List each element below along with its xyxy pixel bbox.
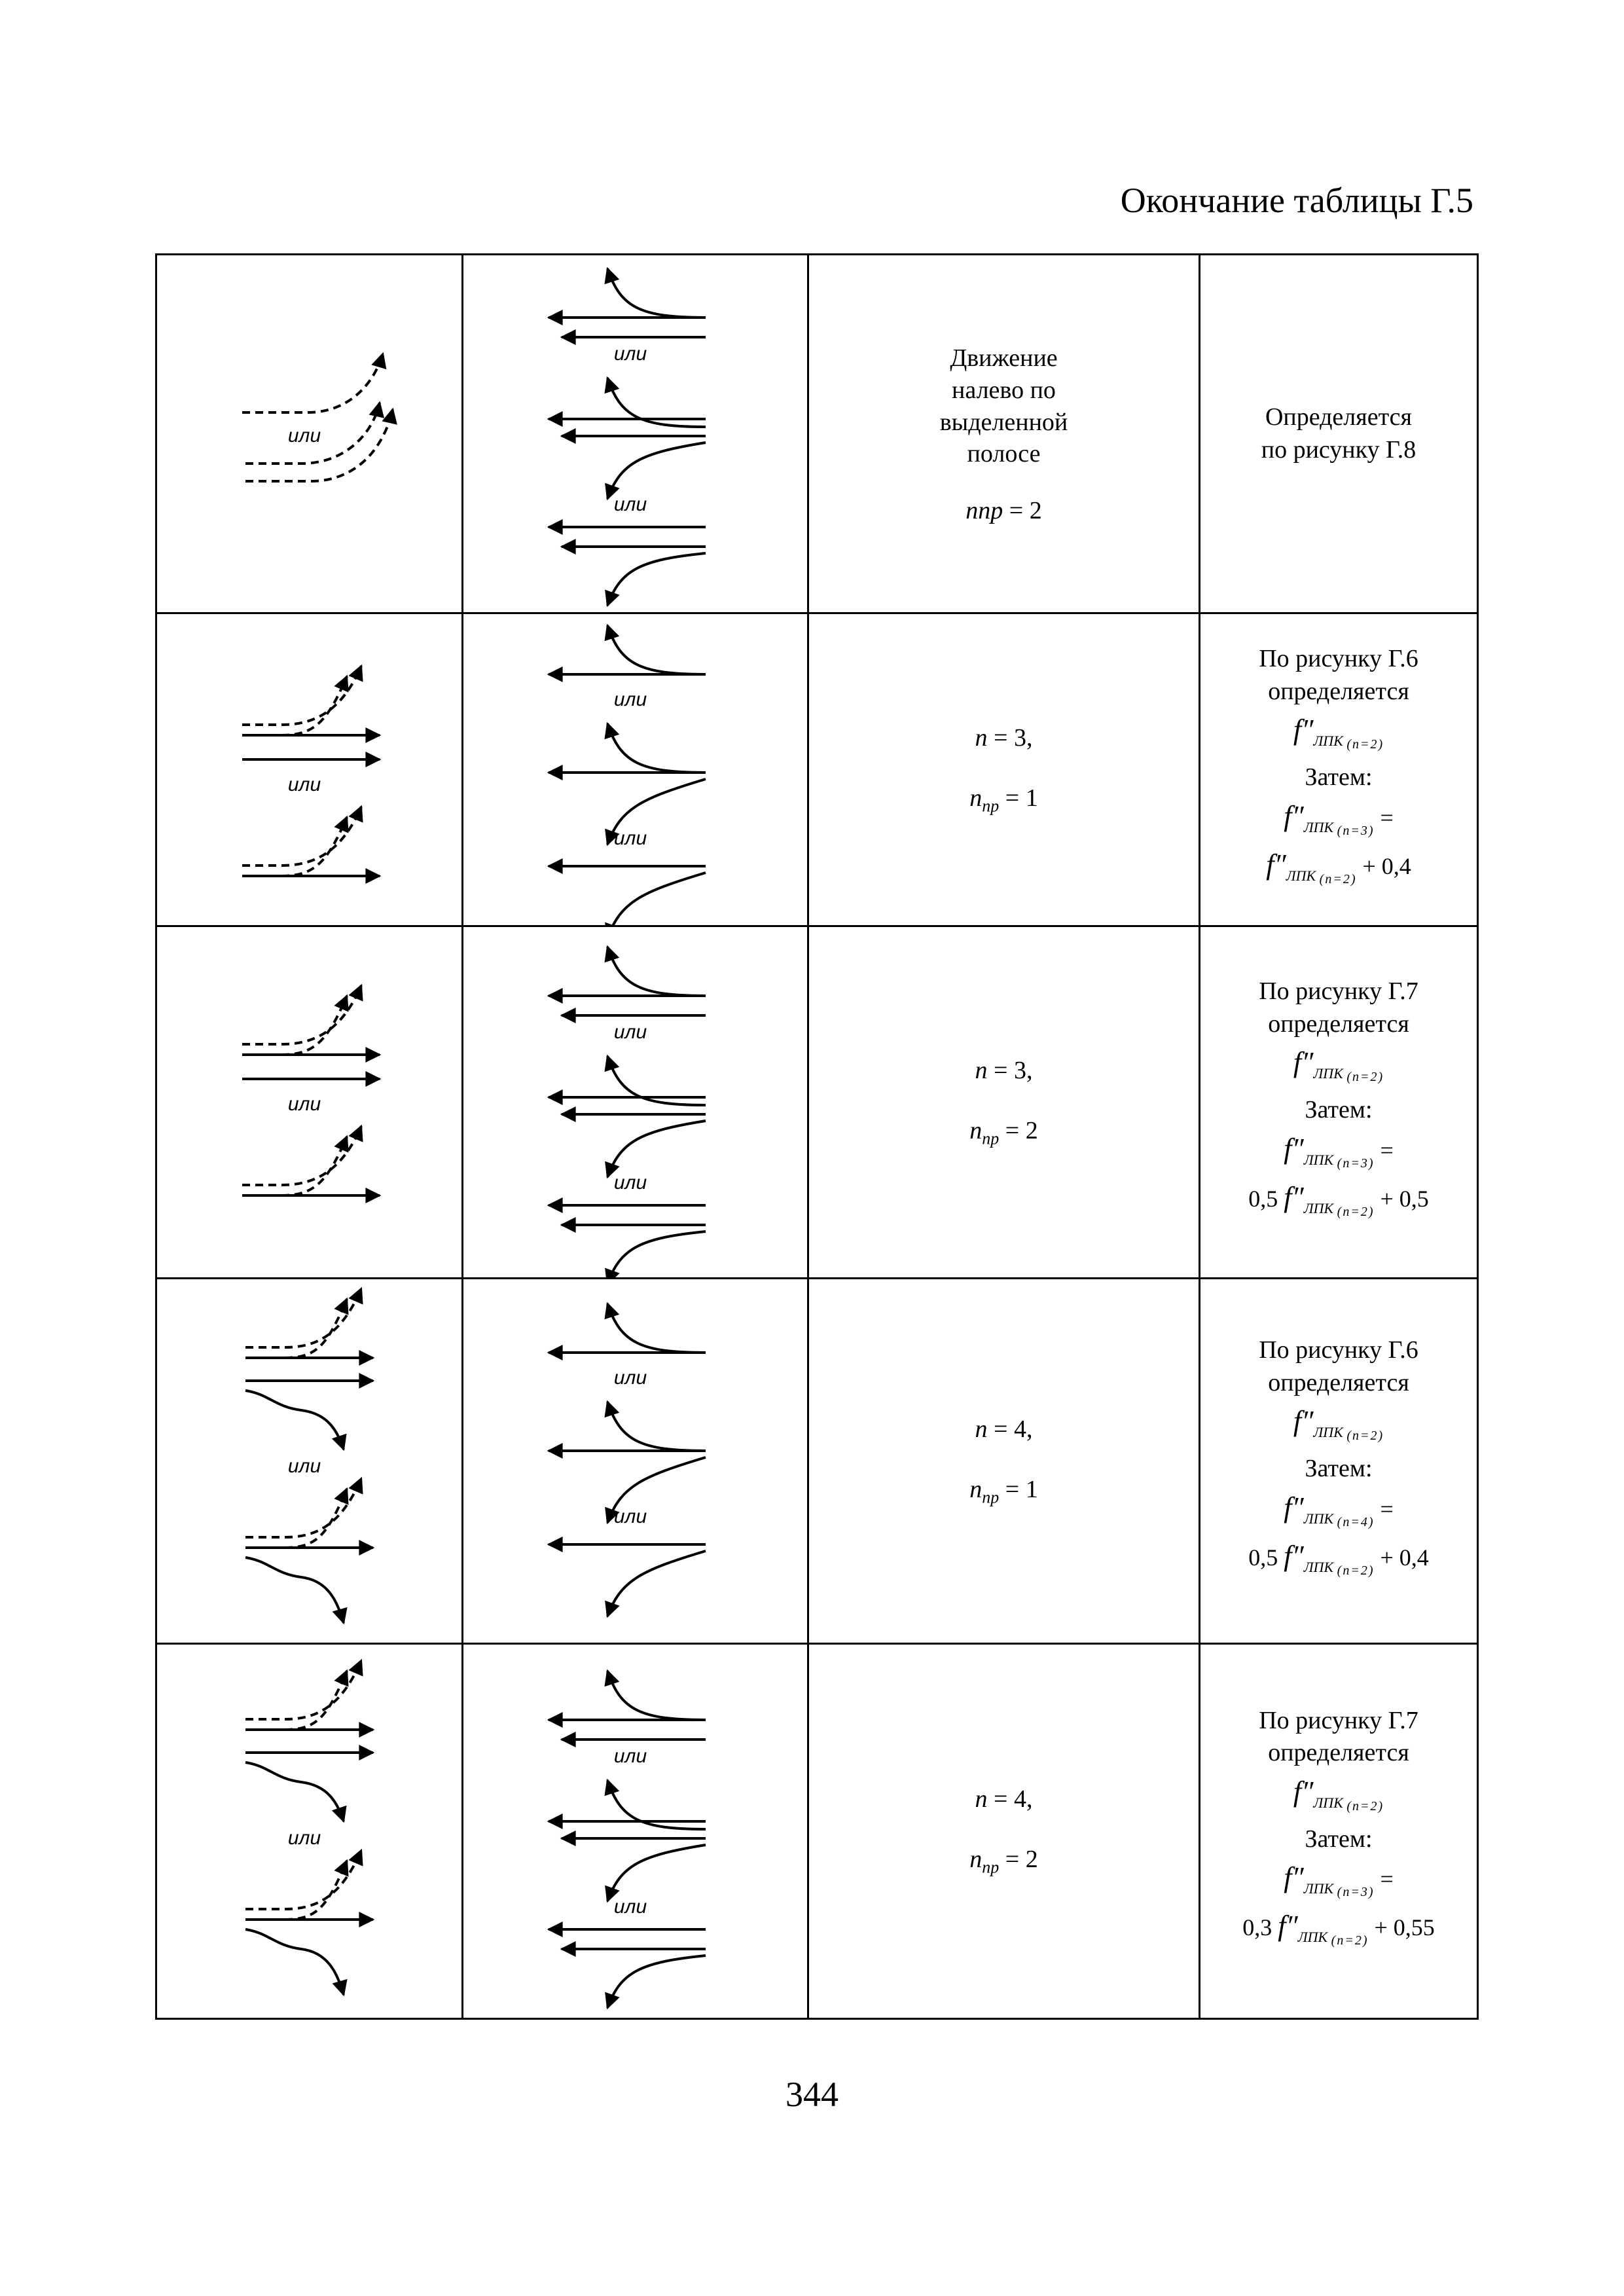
- parameters-cell: [808, 1644, 1200, 2019]
- left-exit-arrow: [607, 1402, 706, 1451]
- parameter-symbol: n: [975, 1785, 988, 1813]
- formula-index: ЛПК: [1313, 1065, 1347, 1082]
- formula: [1200, 1909, 1477, 1948]
- conflict-cell: [463, 613, 808, 926]
- formula-index: ЛПК: [1303, 1510, 1337, 1527]
- parameters-cell: [808, 613, 1200, 926]
- left-turn-dashed-arrow: [242, 1137, 347, 1195]
- formula-symbol: f″: [1284, 799, 1304, 832]
- formula-coefficient: 0,3: [1242, 1914, 1278, 1941]
- left-turn-dashed-arrow: [245, 1478, 361, 1537]
- traffic-scheme-table: [155, 253, 1479, 2020]
- conflict-cell: [463, 1644, 808, 2019]
- movement-cell: [156, 1279, 463, 1644]
- formula-symbol: f″: [1284, 1491, 1304, 1523]
- table-row: [156, 1279, 1478, 1644]
- parameter-symbol: n: [969, 1475, 983, 1503]
- or-label: или: [613, 1896, 647, 1918]
- conflict-scheme-middle: [463, 255, 807, 612]
- formula-condition: (n=2): [1319, 871, 1357, 886]
- definition-text: Определяется: [1265, 403, 1413, 431]
- parameters-cell: [808, 1279, 1200, 1644]
- formula: [1200, 799, 1477, 839]
- formula-condition: (n=3): [1337, 1156, 1375, 1171]
- or-label: или: [287, 1093, 321, 1115]
- formula-symbol: f″: [1284, 1180, 1304, 1213]
- definition-cell: [1200, 613, 1478, 926]
- conflict-cell: [463, 926, 808, 1279]
- parameter-subscript: пр: [982, 796, 1000, 816]
- formula: [1200, 1046, 1477, 1085]
- formula-tail: =: [1374, 804, 1394, 831]
- lane-parameter: [809, 1056, 1199, 1085]
- definition-cell: [1200, 1279, 1478, 1644]
- or-label: или: [613, 689, 647, 710]
- table-row: [156, 1644, 1478, 2019]
- or-label: или: [613, 1506, 647, 1527]
- formula-condition: (n=2): [1346, 1798, 1384, 1813]
- formula-index: ЛПК: [1286, 867, 1320, 884]
- formula-symbol: f″: [1278, 1910, 1298, 1942]
- formula: [1200, 1861, 1477, 1900]
- parameter-value: = 4,: [987, 1415, 1033, 1443]
- or-label: или: [613, 828, 647, 849]
- formula-tail: =: [1374, 1137, 1394, 1163]
- left-turn-dashed-arrow: [242, 996, 347, 1055]
- formula: [1200, 1180, 1477, 1220]
- conflict-scheme-middle: [463, 1279, 807, 1643]
- formula-index: ЛПК: [1303, 1199, 1337, 1216]
- formula-tail: + 0,55: [1368, 1914, 1435, 1941]
- formula-coefficient: 0,5: [1248, 1185, 1284, 1212]
- table-row: [156, 255, 1478, 613]
- left-turn-dashed-arrow: [242, 676, 347, 735]
- table-row: [156, 926, 1478, 1279]
- definition-cell: [1200, 926, 1478, 1279]
- formula-symbol: f″: [1293, 714, 1314, 746]
- movement-cell: [156, 613, 463, 926]
- conflict-scheme-middle: [463, 1645, 807, 2018]
- formula-symbol: f″: [1293, 1775, 1314, 1808]
- movement-scheme-left: [157, 1645, 461, 2018]
- definition-text: по рисунку Г.8: [1261, 435, 1416, 464]
- description-line: полосе: [967, 440, 1041, 468]
- parameter-subscript: пр: [982, 1129, 1000, 1148]
- lane-parameter: [809, 784, 1199, 816]
- right-turn-arrow: [245, 1929, 344, 1995]
- left-turn-dashed-arrow: [245, 1299, 347, 1358]
- description-line: Движение: [950, 344, 1058, 373]
- lane-parameter: [809, 1845, 1199, 1878]
- formula-condition: (n=3): [1337, 1885, 1375, 1900]
- parameter-symbol: n: [975, 1056, 988, 1084]
- page-number: 344: [785, 2075, 839, 2114]
- definition-text: определяется: [1268, 1368, 1409, 1396]
- definition-text: По рисунку Г.6: [1259, 1336, 1418, 1364]
- left-turn-dashed-arrow: [242, 354, 383, 412]
- lane-parameter: [809, 723, 1199, 752]
- left-exit-arrow-down: [607, 873, 706, 925]
- left-exit-arrow-down: [607, 1121, 706, 1177]
- left-turn-dashed-arrow: [242, 1126, 361, 1185]
- formula-condition: (n=2): [1337, 1563, 1375, 1578]
- formula-tail: + 0,4: [1374, 1544, 1429, 1571]
- definition-cell: [1200, 1644, 1478, 2019]
- formula: [1200, 848, 1477, 887]
- formula: [1200, 1539, 1477, 1578]
- movement-description: [809, 342, 1199, 470]
- movement-cell: [156, 926, 463, 1279]
- formula-index: ЛПК: [1313, 1794, 1347, 1811]
- parameter-symbol: n: [975, 723, 988, 752]
- formula-symbol: f″: [1284, 1132, 1304, 1165]
- movement-cell: [156, 255, 463, 613]
- formula-condition: (n=2): [1346, 737, 1384, 752]
- formula-symbol: f″: [1293, 1405, 1314, 1438]
- formula-condition: (n=2): [1331, 1933, 1369, 1948]
- conflict-scheme-middle: [463, 927, 807, 1277]
- lane-parameter: [809, 496, 1199, 525]
- table-row: [156, 613, 1478, 926]
- movement-scheme-left: [157, 614, 461, 925]
- left-turn-dashed-arrow: [245, 1489, 347, 1548]
- or-label: или: [287, 774, 321, 795]
- left-turn-dashed-arrow: [242, 985, 361, 1044]
- or-label: или: [287, 1827, 321, 1849]
- formula-condition: (n=2): [1337, 1204, 1375, 1219]
- formula-symbol: f″: [1293, 1046, 1314, 1079]
- left-exit-arrow-down: [607, 553, 706, 606]
- parameter-value: = 1: [999, 784, 1038, 812]
- or-label: или: [613, 1172, 647, 1194]
- formula-symbol: f″: [1266, 848, 1286, 881]
- then-label: Затем:: [1305, 763, 1373, 792]
- or-label: или: [613, 494, 647, 515]
- parameter-symbol: n: [969, 1116, 983, 1144]
- or-label: или: [613, 343, 647, 365]
- parameters-cell: [808, 255, 1200, 613]
- left-exit-arrow: [607, 625, 706, 674]
- left-turn-dashed-arrow: [242, 666, 361, 725]
- left-turn-dashed-arrow: [245, 1861, 347, 1920]
- formula-coefficient: 0,5: [1248, 1544, 1284, 1571]
- lane-parameter: [809, 1415, 1199, 1444]
- or-label: или: [613, 1745, 647, 1767]
- lane-parameter: [809, 1475, 1199, 1508]
- left-exit-arrow: [607, 723, 706, 773]
- left-turn-dashed-arrow: [245, 1850, 361, 1909]
- formula: [1200, 1775, 1477, 1814]
- left-exit-arrow: [607, 268, 706, 318]
- left-exit-arrow-down: [607, 443, 706, 499]
- formula-condition: (n=2): [1346, 1070, 1384, 1085]
- parameter-subscript: пр: [982, 1857, 1000, 1877]
- parameter-value: = 2: [1003, 496, 1042, 524]
- left-exit-arrow-down: [607, 1845, 706, 1901]
- parameter-symbol: n: [975, 1415, 988, 1443]
- or-label: или: [613, 1367, 647, 1389]
- parameter-symbol: nnp: [965, 496, 1003, 524]
- left-exit-arrow-down: [607, 1551, 706, 1616]
- movement-scheme-left: [157, 927, 461, 1277]
- formula-condition: (n=2): [1346, 1429, 1384, 1444]
- conflict-cell: [463, 1279, 808, 1644]
- definition-text: определяется: [1268, 1010, 1409, 1038]
- lane-parameter: [809, 1785, 1199, 1813]
- parameters-cell: [808, 926, 1200, 1279]
- formula-symbol: f″: [1284, 1539, 1304, 1572]
- table-caption: Окончание таблицы Г.5: [1120, 181, 1473, 220]
- parameter-value: = 4,: [987, 1785, 1033, 1813]
- formula-index: ЛПК: [1303, 1151, 1337, 1168]
- formula: [1200, 1132, 1477, 1171]
- parameter-value: = 2: [999, 1846, 1038, 1874]
- formula-tail: + 0,4: [1356, 852, 1411, 879]
- conflict-scheme-middle: [463, 614, 807, 925]
- parameter-value: = 2: [999, 1116, 1038, 1144]
- description-line: налево по: [952, 376, 1056, 404]
- formula-index: ЛПК: [1313, 1424, 1347, 1441]
- formula-symbol: f″: [1284, 1861, 1304, 1894]
- left-exit-arrow: [607, 947, 706, 996]
- formula-index: ЛПК: [1303, 818, 1337, 835]
- parameter-value: = 3,: [987, 1056, 1033, 1084]
- left-exit-arrow-down: [607, 1956, 706, 2008]
- then-label: Затем:: [1305, 1096, 1373, 1124]
- formula: [1200, 1491, 1477, 1530]
- parameter-value: = 3,: [987, 723, 1033, 752]
- right-turn-arrow: [245, 1391, 344, 1449]
- lane-parameter: [809, 1116, 1199, 1149]
- left-turn-dashed-arrow: [245, 1288, 361, 1347]
- formula-index: ЛПК: [1313, 733, 1347, 750]
- left-turn-dashed-arrow: [245, 1671, 347, 1730]
- left-turn-dashed-arrow: [245, 1660, 361, 1719]
- definition-text: По рисунку Г.7: [1259, 1706, 1418, 1734]
- parameter-subscript: пр: [982, 1487, 1000, 1507]
- or-label: или: [613, 1021, 647, 1043]
- parameter-symbol: n: [969, 784, 983, 812]
- then-label: Затем:: [1305, 1455, 1373, 1483]
- right-turn-arrow: [245, 1558, 344, 1623]
- formula-index: ЛПК: [1297, 1929, 1331, 1946]
- formula-condition: (n=3): [1337, 823, 1375, 838]
- definition-text: определяется: [1268, 1739, 1409, 1767]
- left-turn-dashed-arrow: [242, 817, 347, 876]
- movement-scheme-left: [157, 1279, 461, 1643]
- description-line: выделенной: [939, 408, 1068, 436]
- or-label: или: [287, 1455, 321, 1477]
- definition-text: По рисунку Г.7: [1259, 977, 1418, 1006]
- then-label: Затем:: [1305, 1825, 1373, 1853]
- formula-tail: =: [1374, 1495, 1394, 1522]
- definition-text: определяется: [1268, 677, 1409, 705]
- or-label: или: [287, 425, 321, 446]
- movement-cell: [156, 1644, 463, 2019]
- left-exit-arrow: [607, 1303, 706, 1353]
- parameter-symbol: n: [969, 1846, 983, 1874]
- formula-tail: =: [1374, 1866, 1394, 1893]
- formula: [1200, 1404, 1477, 1444]
- left-exit-arrow: [607, 1671, 706, 1720]
- conflict-cell: [463, 255, 808, 613]
- formula-index: ЛПК: [1303, 1880, 1337, 1897]
- movement-scheme-left: [157, 255, 461, 612]
- right-turn-arrow: [245, 1762, 344, 1821]
- parameter-value: = 1: [999, 1475, 1038, 1503]
- definition-text: По рисунку Г.6: [1259, 645, 1418, 673]
- definition-cell: [1200, 255, 1478, 613]
- formula-index: ЛПК: [1303, 1558, 1337, 1575]
- formula: [1200, 713, 1477, 752]
- formula-condition: (n=4): [1337, 1514, 1375, 1529]
- left-exit-arrow-down: [607, 1231, 706, 1277]
- formula-tail: + 0,5: [1374, 1185, 1429, 1212]
- left-turn-dashed-arrow: [242, 807, 361, 866]
